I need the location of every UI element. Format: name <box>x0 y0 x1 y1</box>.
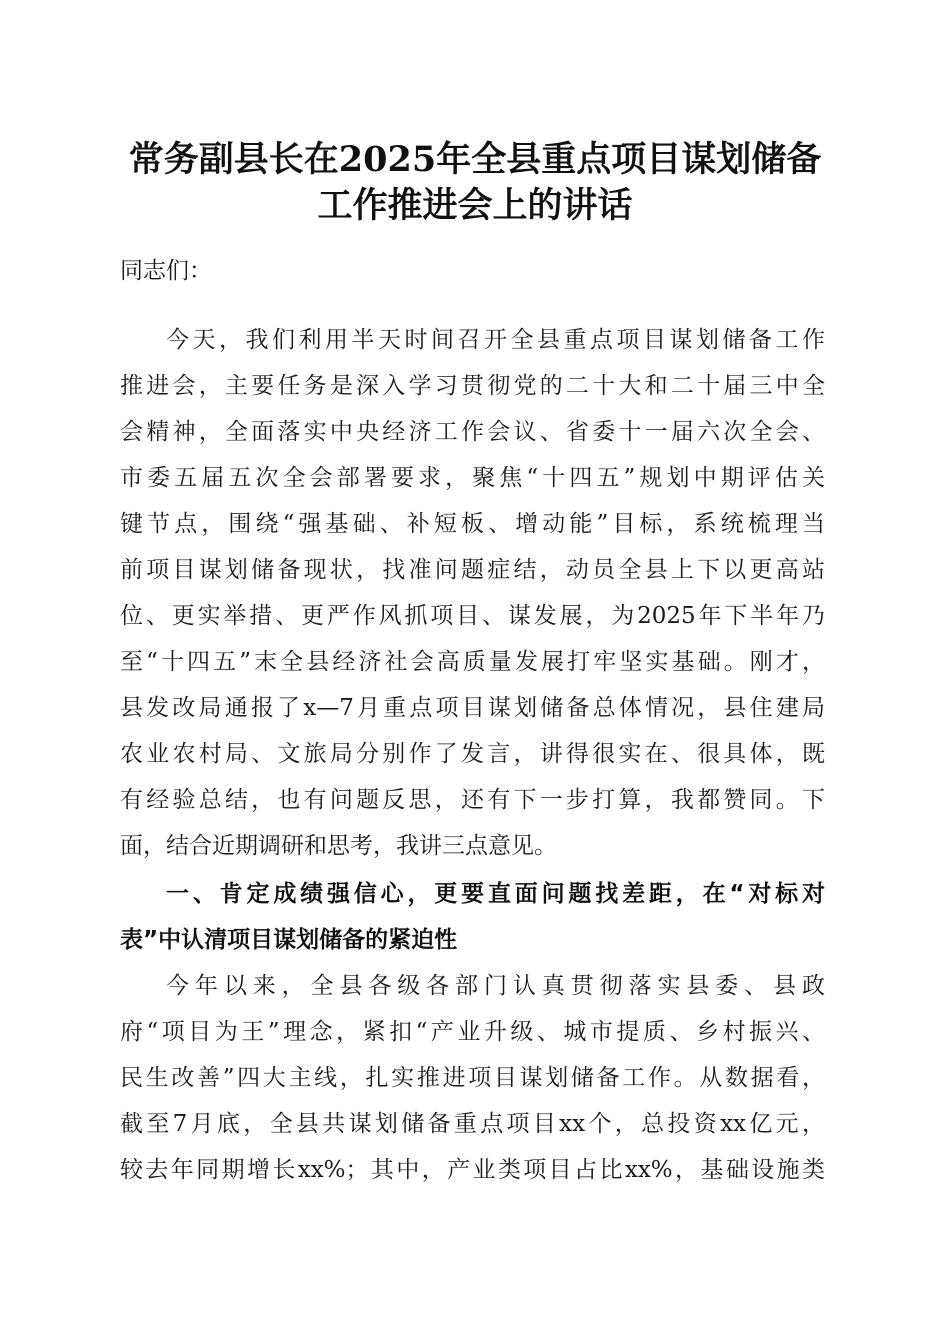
paragraph-line: 今天，我们利用半天时间召开全县重点项目谋划储备工作 <box>166 327 825 353</box>
salutation: 同志们： <box>120 258 212 284</box>
paragraph-line: 县发改局通报了x—7月重点项目谋划储备总体情况，县住建局 <box>120 695 825 721</box>
paragraph-line: 截至7月底，全县共谋划储备重点项目xx个，总投资xx亿元， <box>120 1111 825 1137</box>
paragraph-line: 键节点，围绕“强基础、补短板、增动能”目标，系统梳理当 <box>120 511 825 537</box>
paragraph-line: 府“项目为王”理念，紧扣“产业升级、城市提质、乡村振兴、 <box>120 1019 825 1045</box>
section-heading-line: 表”中认清项目谋划储备的紧迫性 <box>120 927 458 953</box>
paragraph-line: 前项目谋划储备现状，找准问题症结，动员全县上下以更高站 <box>120 557 825 583</box>
paragraph-line: 至“十四五”末全县经济社会高质量发展打牢坚实基础。刚才， <box>120 649 825 675</box>
paragraph-line: 会精神，全面落实中央经济工作会议、省委十一届六次全会、 <box>120 419 825 445</box>
document-title-line-1: 常务副县长在2025年全县重点项目谋划储备 <box>128 139 822 180</box>
paragraph-line: 今年以来，全县各级各部门认真贯彻落实县委、县政 <box>166 973 825 999</box>
paragraph-line: 民生改善”四大主线，扎实推进项目谋划储备工作。从数据看， <box>120 1065 825 1091</box>
paragraph-line: 位、更实举措、更严作风抓项目、谋发展，为2025年下半年乃 <box>120 603 825 629</box>
paragraph-line: 市委五届五次全会部署要求，聚焦“十四五”规划中期评估关 <box>120 465 825 491</box>
paragraph-line: 较去年同期增长xx%；其中，产业类项目占比xx%，基础设施类 <box>120 1157 826 1183</box>
paragraph-line: 农业农村局、文旅局分别作了发言，讲得很实在、很具体，既 <box>120 741 825 767</box>
paragraph-line: 面，结合近期调研和思考，我讲三点意见。 <box>120 833 557 859</box>
paragraph-line: 有经验总结，也有问题反思，还有下一步打算，我都赞同。下 <box>120 787 825 813</box>
paragraph-line: 推进会，主要任务是深入学习贯彻党的二十大和二十届三中全 <box>120 373 825 399</box>
section-heading-line: 一、肯定成绩强信心，更要直面问题找差距，在“对标对 <box>166 881 825 907</box>
document-title-line-2: 工作推进会上的讲话 <box>317 185 633 226</box>
